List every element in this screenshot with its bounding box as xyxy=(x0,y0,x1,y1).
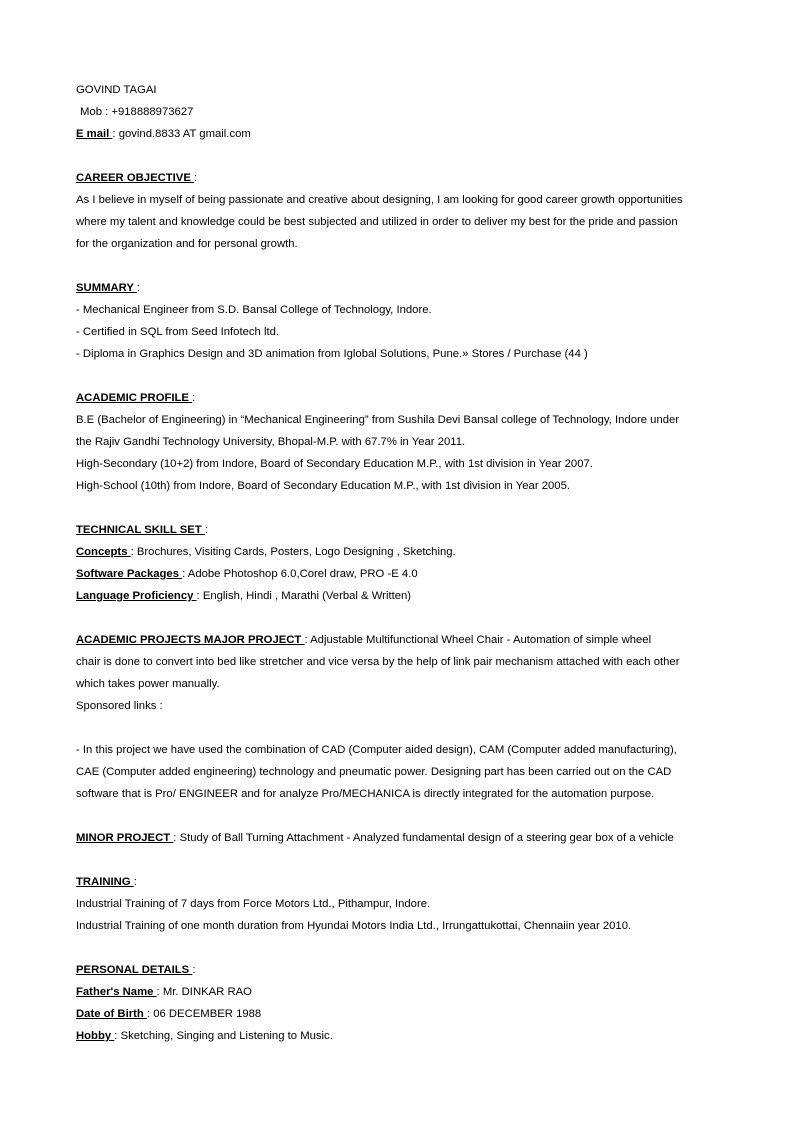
father-name-label: Father's Name xyxy=(76,986,157,998)
academic-profile-line: High-Secondary (10+2) from Indore, Board of Secondary Education M.P., with 1st division in Year 2007. xyxy=(76,458,593,470)
project-detail-line: - In this project we have used the combination of CAD (Computer aided design), CAM (Computer added manufacturing), xyxy=(76,744,677,756)
sponsored-links-label: Sponsored links : xyxy=(76,700,163,712)
date-of-birth-label: Date of Birth xyxy=(76,1008,147,1020)
software-value: : Adobe Photoshop 6.0,Corel draw, PRO -E 4.0 xyxy=(182,568,418,580)
academic-projects-heading: ACADEMIC PROJECTS MAJOR PROJECT xyxy=(76,634,305,646)
academic-profile-line: the Rajiv Gandhi Technology University, Bhopal-M.P. with 67.7% in Year 2011. xyxy=(76,436,466,448)
section-heading: TECHNICAL SKILL SET xyxy=(76,524,205,536)
major-project-line xyxy=(76,629,736,651)
father-name-line xyxy=(76,981,736,1003)
date-of-birth-line xyxy=(76,1003,736,1025)
section-heading: TRAINING xyxy=(76,876,134,888)
resume-content xyxy=(76,79,736,1047)
spacer xyxy=(76,937,736,959)
concepts-value: : Brochures, Visiting Cards, Posters, Logo Designing , Sketching. xyxy=(130,546,456,558)
email-line xyxy=(76,123,736,145)
language-label: Language Proficiency xyxy=(76,590,197,602)
spacer xyxy=(76,145,736,167)
major-project-line: chair is done to convert into bed like stretcher and vice versa by the help of link pair mechanism attached with each other xyxy=(76,656,680,668)
project-detail-line: CAE (Computer added engineering) technology and pneumatic power. Designing part has been carried out on the CAD xyxy=(76,766,672,778)
career-objective-heading xyxy=(76,167,736,189)
spacer xyxy=(76,497,736,519)
spacer xyxy=(76,805,736,827)
career-objective-line: where my talent and knowledge could be best subjected and utilized in order to deliver my best for the pride and passion xyxy=(76,216,678,228)
language-line xyxy=(76,585,736,607)
spacer xyxy=(76,255,736,277)
concepts-line xyxy=(76,541,736,563)
summary-item: - Mechanical Engineer from S.D. Bansal College of Technology, Indore. xyxy=(76,304,432,316)
minor-project-value: : Study of Ball Turning Attachment - Analyzed fundamental design of a steering gear box of a vehicle xyxy=(173,832,674,844)
candidate-name: GOVIND TAGAI xyxy=(76,84,157,96)
heading-colon: : xyxy=(192,964,196,976)
heading-colon: : xyxy=(194,172,198,184)
career-objective-line: for the organization and for personal growth. xyxy=(76,238,298,250)
mobile-number: Mob : +918888973627 xyxy=(80,106,194,118)
father-name-value: : Mr. DINKAR RAO xyxy=(156,986,252,998)
spacer xyxy=(76,849,736,871)
software-line xyxy=(76,563,736,585)
section-heading: PERSONAL DETAILS xyxy=(76,964,193,976)
hobby-label: Hobby xyxy=(76,1030,115,1042)
minor-project-line xyxy=(76,827,736,849)
career-objective-line: As I believe in myself of being passionate and creative about designing, I am looking for good career growth opportunities xyxy=(76,194,683,206)
software-label: Software Packages xyxy=(76,568,183,580)
hobby-line xyxy=(76,1025,736,1047)
spacer xyxy=(76,365,736,387)
heading-colon: : xyxy=(133,876,137,888)
email-value: : govind.8833 AT gmail.com xyxy=(112,128,251,140)
concepts-label: Concepts xyxy=(76,546,131,558)
academic-profile-line: B.E (Bachelor of Engineering) in “Mechanical Engineering” from Sushila Devi Bansal college of Technology, Indore under xyxy=(76,414,680,426)
academic-profile-heading xyxy=(76,387,736,409)
spacer xyxy=(76,607,736,629)
heading-colon: : xyxy=(204,524,209,536)
personal-details-heading xyxy=(76,959,736,981)
major-project-value: : Adjustable Multifunctional Wheel Chair - Automation of simple wheel xyxy=(304,634,652,646)
section-heading: CAREER OBJECTIVE xyxy=(76,172,195,184)
section-heading: ACADEMIC PROFILE xyxy=(76,392,193,404)
minor-project-heading: MINOR PROJECT xyxy=(76,832,174,844)
training-line: Industrial Training of 7 days from Force Motors Ltd., Pithampur, Indore. xyxy=(76,898,431,910)
training-heading xyxy=(76,871,736,893)
summary-item: - Certified in SQL from Seed Infotech ltd. xyxy=(76,326,280,338)
heading-colon: : xyxy=(192,392,196,404)
academic-profile-line: High-School (10th) from Indore, Board of Secondary Education M.P., with 1st division in Year 2005. xyxy=(76,480,570,492)
date-of-birth-value: : 06 DECEMBER 1988 xyxy=(146,1008,262,1020)
section-heading: SUMMARY xyxy=(76,282,137,294)
language-value: : English, Hindi , Marathi (Verbal & Written) xyxy=(196,590,412,602)
spacer xyxy=(76,717,736,739)
project-detail-line: software that is Pro/ ENGINEER and for analyze Pro/MECHANICA is directly integrated for the automation purpose. xyxy=(76,788,655,800)
technical-skills-heading xyxy=(76,519,736,541)
email-label: E mail xyxy=(76,128,113,140)
heading-colon: : xyxy=(136,282,141,294)
summary-item: - Diploma in Graphics Design and 3D animation from Iglobal Solutions, Pune.» Stores / Purchase (44 ) xyxy=(76,348,588,360)
summary-heading xyxy=(76,277,736,299)
training-line: Industrial Training of one month duration from Hyundai Motors India Ltd., Irrungattukottai, Chennaiin year 2010. xyxy=(76,920,632,932)
major-project-line: which takes power manually. xyxy=(76,678,220,690)
hobby-value: : Sketching, Singing and Listening to Music. xyxy=(114,1030,333,1042)
